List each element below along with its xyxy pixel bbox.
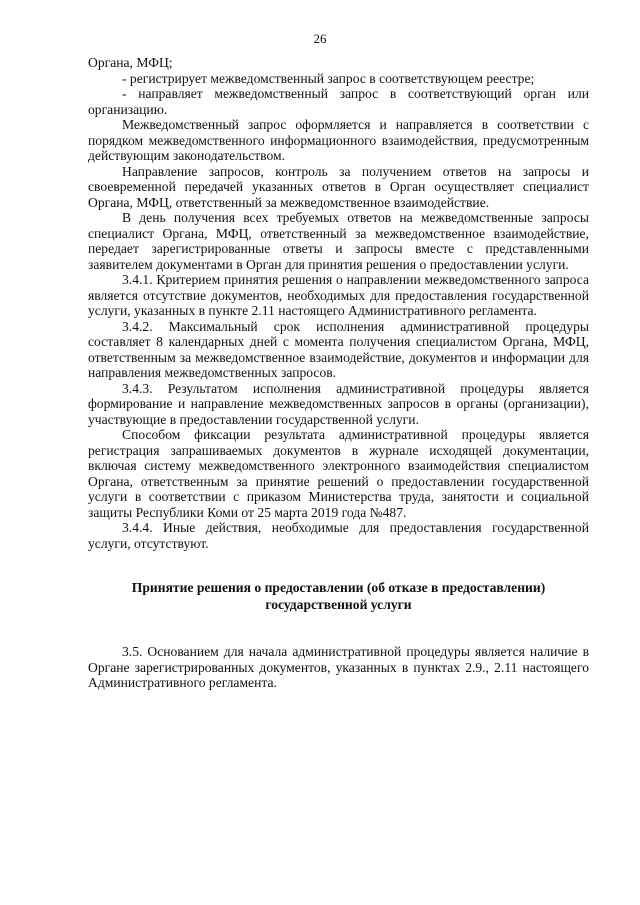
paragraph-3-4-4: 3.4.4. Иные действия, необходимые для предоставления государственной услуги, отсутствуют. [88,520,589,551]
section-heading [88,579,589,613]
paragraph-3-5: 3.5. Основанием для начала административной процедуры является наличие в Органе зарегистрированных документов, указанных в пунктах 2.9., 2.11 настоящего Административного регламента. [88,644,589,690]
page-number: 26 [313,31,327,46]
paragraph-answers-received: В день получения всех требуемых ответов на межведомственные запросы специалист Органа, МФЦ, ответственный за межведомственное взаимодействие, передает зарегистрированные ответы и запросы вместе с представленными заявителем документами в Орган для принятия решения о предоставлении услуги. [88,210,589,272]
paragraph-request-control: Направление запросов, контроль за получением ответов на запросы и своевременной передачей указанных ответов в Орган осуществляет специалист Органа, МФЦ, ответственный за межведомственное взаимодействие. [88,163,589,210]
paragraph-3-4-2: 3.4.2. Максимальный срок исполнения административной процедуры составляет 8 календарных дней с момента получения специалистом Органа, МФЦ, ответственным за межведомственное взаимодействие, документов и информации для направления межведомственных запросов. [88,318,589,380]
list-item-send: - направляет межведомственный запрос в соответствующий орган или организацию. [88,86,589,117]
paragraph-continuation: Органа, МФЦ; [88,55,173,70]
section-heading-line-2: государственной услуги [265,597,412,612]
paragraph-3-4-3: 3.4.3. Результатом исполнения административной процедуры является формирование и направление межведомственных запросов в органы (организации), участвующие в предоставлении государственной услуги. [88,380,589,427]
document-body [88,55,589,691]
paragraph-fixation-method: Способом фиксации результата административной процедуры является регистрация запрашиваемых документов в журнале исходящей документации, включая систему межведомственного электронного взаимодействия специалистом Органа, ответственным за принятие решений о предоставлении государственной услуги в соответствии с приказом Министерства труда, занятости и социальной защиты Республики Коми от 25 марта 2019 года №487. [88,427,589,520]
list-item-register: - регистрирует межведомственный запрос в соответствующем реестре; [122,70,535,86]
paragraph-request-formatting: Межведомственный запрос оформляется и направляется в соответствии с порядком межведомственного информационного взаимодействия, предусмотренным действующим законодательством. [88,117,589,163]
paragraph-3-4-1: 3.4.1. Критерием принятия решения о направлении межведомственного запроса является отсутствие документов, необходимых для предоставления государственной услуги, указанных в пункте 2.11 настоящего Административного регламента. [88,272,589,318]
section-heading-line-1: Принятие решения о предоставлении (об отказе в предоставлении) [131,580,546,595]
